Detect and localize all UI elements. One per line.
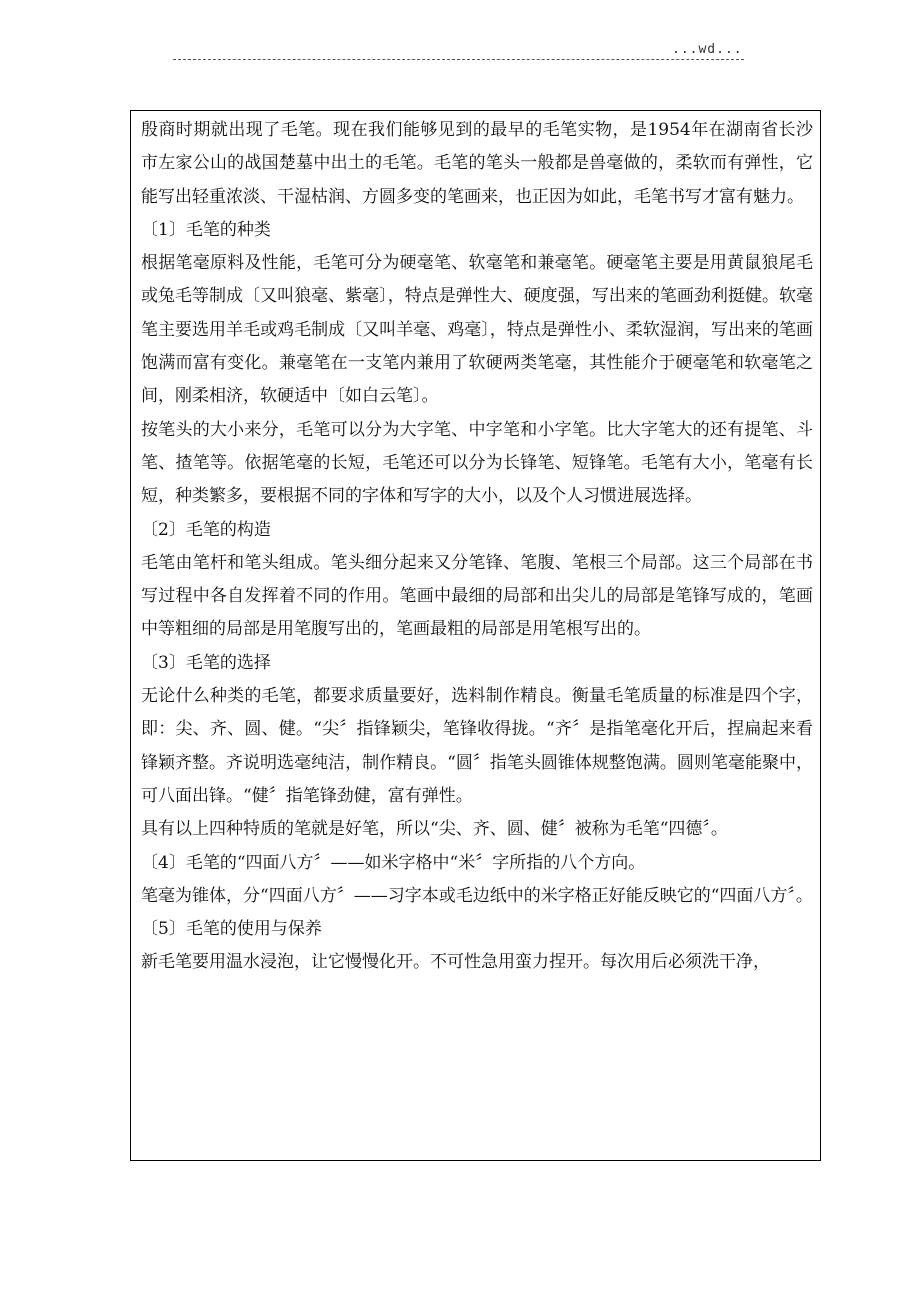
paragraph-four-sides: 笔毫为锥体，分“四面八方〞——习字本或毛边纸中的米字格正好能反映它的“四面八方〞。 [141, 885, 813, 906]
paragraph-hair-types: 根据笔毫原料及性能，毛笔可分为硬毫笔、软毫笔和兼毫笔。硬毫笔主要是用黄鼠狼尾毛或兔毛等制成〔又叫狼毫、紫毫〕，特点是弹性大、硬度强，写出来的笔画劲利挺健。软毫笔主要选用羊毛或鸡毛制成〔又叫羊毫、鸡毫〕，特点是弹性小、柔软湿润，写出来的笔画饱满而富有变化。兼毫笔在一支笔内兼用了软硬两类笔毫，其性能介于硬毫笔和软毫笔之间，刚柔相济，软硬适中〔如白云笔〕。 [141, 253, 813, 407]
paragraph-history: 殷商时期就出现了毛笔。现在我们能够见到的最早的毛笔实物，是1954年在湖南省长沙市左家公山的战国楚墓中出土的毛笔。毛笔的笔头一般都是兽毫做的，柔软而有弹性，它能写出轻重浓淡、干湿枯润、方圆多变的笔画来，也正因为如此，毛笔书写才富有魅力。 [141, 120, 813, 207]
paragraph-size-types: 按笔头的大小来分，毛笔可以分为大字笔、中字笔和小字笔。比大字笔大的还有提笔、斗笔、揸笔等。依据笔毫的长短，毛笔还可以分为长锋笔、短锋笔。毛笔有大小，笔毫有长短，种类繁多，要根据不同的字体和写字的大小，以及个人习惯进展选择。 [141, 419, 813, 507]
content-body [141, 114, 813, 980]
paragraph-structure: 毛笔由笔杆和笔头组成。笔头细分起来又分笔锋、笔腹、笔根三个局部。这三个局部在书写过程中各自发挥着不同的作用。笔画中最细的局部和出尖儿的局部是笔锋写成的，笔画中等粗细的局部是用笔腹写出的，笔画最粗的局部是用笔根写出的。 [141, 552, 813, 640]
content-table-cell [130, 110, 821, 1161]
heading-four-sides: 〔4〕毛笔的“四面八方〞——如米字格中“米〞字所指的八个方向。 [141, 852, 646, 873]
heading-brush-types: 〔1〕毛笔的种类 [141, 219, 271, 240]
paragraph-use-and-care: 新毛笔要用温水浸泡，让它慢慢化开。不可性急用蛮力捏开。每次用后必须洗干净， [141, 952, 770, 973]
paragraph-selection-criteria: 无论什么种类的毛笔，都要求质量要好，选料制作精良。衡量毛笔质量的标准是四个字，即：尖、齐、圆、健。“尖〞指锋颖尖，笔锋收得拢。“齐〞是指笔毫化开后，捏扁起来看锋颖齐整。齐说明选毫纯洁，制作精良。“圆〞指笔头圆锥体规整饱满。圆则笔毫能聚中，可八面出锋。“健〞指笔锋劲健，富有弹性。 [141, 686, 813, 806]
header-divider [173, 59, 744, 60]
paragraph-four-virtues: 具有以上四种特质的笔就是好笔，所以“尖、齐、圆、健〞被称为毛笔“四德〞。 [141, 819, 728, 840]
heading-brush-selection: 〔3〕毛笔的选择 [141, 652, 271, 673]
heading-brush-structure: 〔2〕毛笔的构造 [141, 519, 271, 540]
heading-use-and-care: 〔5〕毛笔的使用与保养 [141, 919, 322, 940]
header-mark: ...wd... [672, 42, 743, 57]
